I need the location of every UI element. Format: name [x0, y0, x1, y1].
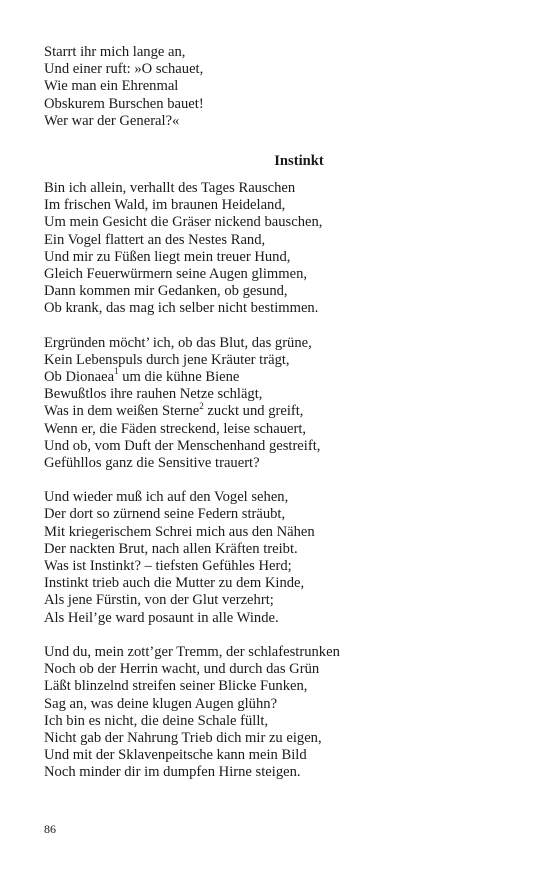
poem-line: [44, 400, 514, 420]
footnote-marker: 2: [199, 400, 204, 411]
poem-line: Ob krank, das mag ich selber nicht bestimmen.: [44, 300, 319, 317]
stanza-4: [44, 644, 514, 782]
poem-line: Um mein Gesicht die Gräser nickend bauschen,: [44, 214, 323, 231]
stanza-1: [44, 180, 514, 318]
poem-line: Starrt ihr mich lange an,: [44, 44, 186, 60]
stanza-2: [44, 335, 514, 473]
poem-title: Instinkt: [274, 153, 324, 170]
poem-line: Im frischen Wald, im braunen Heideland,: [44, 197, 286, 214]
poem-line: Wenn er, die Fäden streckend, leise schauert,: [44, 420, 307, 437]
poem-line: Wer war der General?«: [44, 112, 180, 129]
previous-poem-stanza: [44, 44, 514, 130]
poem-line: Ein Vogel flattert an des Nestes Rand,: [44, 231, 266, 248]
poem-line: Noch ob der Herrin wacht, und durch das Grün: [44, 661, 320, 678]
poem-line: Instinkt trieb auch die Mutter zu dem Kinde,: [44, 575, 305, 592]
poem-page: [44, 44, 514, 799]
poem-line: Läßt blinzelnd streifen seiner Blicke Funken,: [44, 678, 308, 695]
poem-line: Nicht gab der Nahrung Trieb dich mir zu eigen,: [44, 729, 322, 746]
line-text: zuckt und greift,: [203, 403, 304, 420]
poem-line: Bin ich allein, verhallt des Tages Rauschen: [44, 180, 296, 197]
poem-line: Noch minder dir im dumpfen Hirne steigen.: [44, 764, 301, 781]
poem-line: Der nackten Brut, nach allen Kräften treibt.: [44, 540, 298, 557]
poem-line: Ich bin es nicht, die deine Schale füllt,: [44, 712, 269, 729]
poem-line: Sag an, was deine klugen Augen glühn?: [44, 695, 278, 712]
poem-line: Und einer ruft: »O schauet,: [44, 61, 204, 78]
poem-line: Bewußtlos ihre rauhen Netze schlägt,: [44, 386, 263, 403]
poem-line: Ergründen möcht’ ich, ob das Blut, das grüne,: [44, 334, 312, 351]
poem-line: Und ob, vom Duft der Menschenhand gestreift,: [44, 437, 321, 454]
footnote-marker: 1: [114, 366, 119, 377]
poem-line: Und mir zu Füßen liegt mein treuer Hund,: [44, 248, 291, 265]
poem-line: Als jene Fürstin, von der Glut verzehrt;: [44, 592, 274, 609]
line-text: Ob Dionaea: [44, 369, 115, 386]
poem-line: Was ist Instinkt? – tiefsten Gefühles Herd;: [44, 558, 292, 575]
poem-line: Obskurem Burschen bauet!: [44, 95, 204, 112]
page-number: 86: [44, 822, 56, 836]
line-text: um die kühne Biene: [118, 369, 240, 386]
poem-line: Und mit der Sklavenpeitsche kann mein Bild: [44, 747, 307, 764]
stanza-3: [44, 489, 514, 627]
poem-line: [44, 366, 514, 386]
line-text: Was in dem weißen Sterne: [44, 403, 200, 420]
poem-line: Mit kriegerischem Schrei mich aus den Nähen: [44, 523, 315, 540]
poem-line: Gleich Feuerwürmern seine Augen glimmen,: [44, 266, 308, 283]
poem-line: Und du, mein zott’ger Tremm, der schlafestrunken: [44, 643, 340, 660]
poem-line: Und wieder muß ich auf den Vogel sehen,: [44, 489, 289, 506]
poem-line: Dann kommen mir Gedanken, ob gesund,: [44, 283, 288, 300]
poem-line: Gefühllos ganz die Sensitive trauert?: [44, 455, 260, 472]
poem-line: Kein Lebenspuls durch jene Kräuter trägt,: [44, 351, 290, 368]
poem-line: Wie man ein Ehrenmal: [44, 78, 179, 95]
poem-line: Als Heil’ge ward posaunt in alle Winde.: [44, 609, 279, 626]
poem-line: Der dort so zürnend seine Federn sträubt,: [44, 506, 286, 523]
